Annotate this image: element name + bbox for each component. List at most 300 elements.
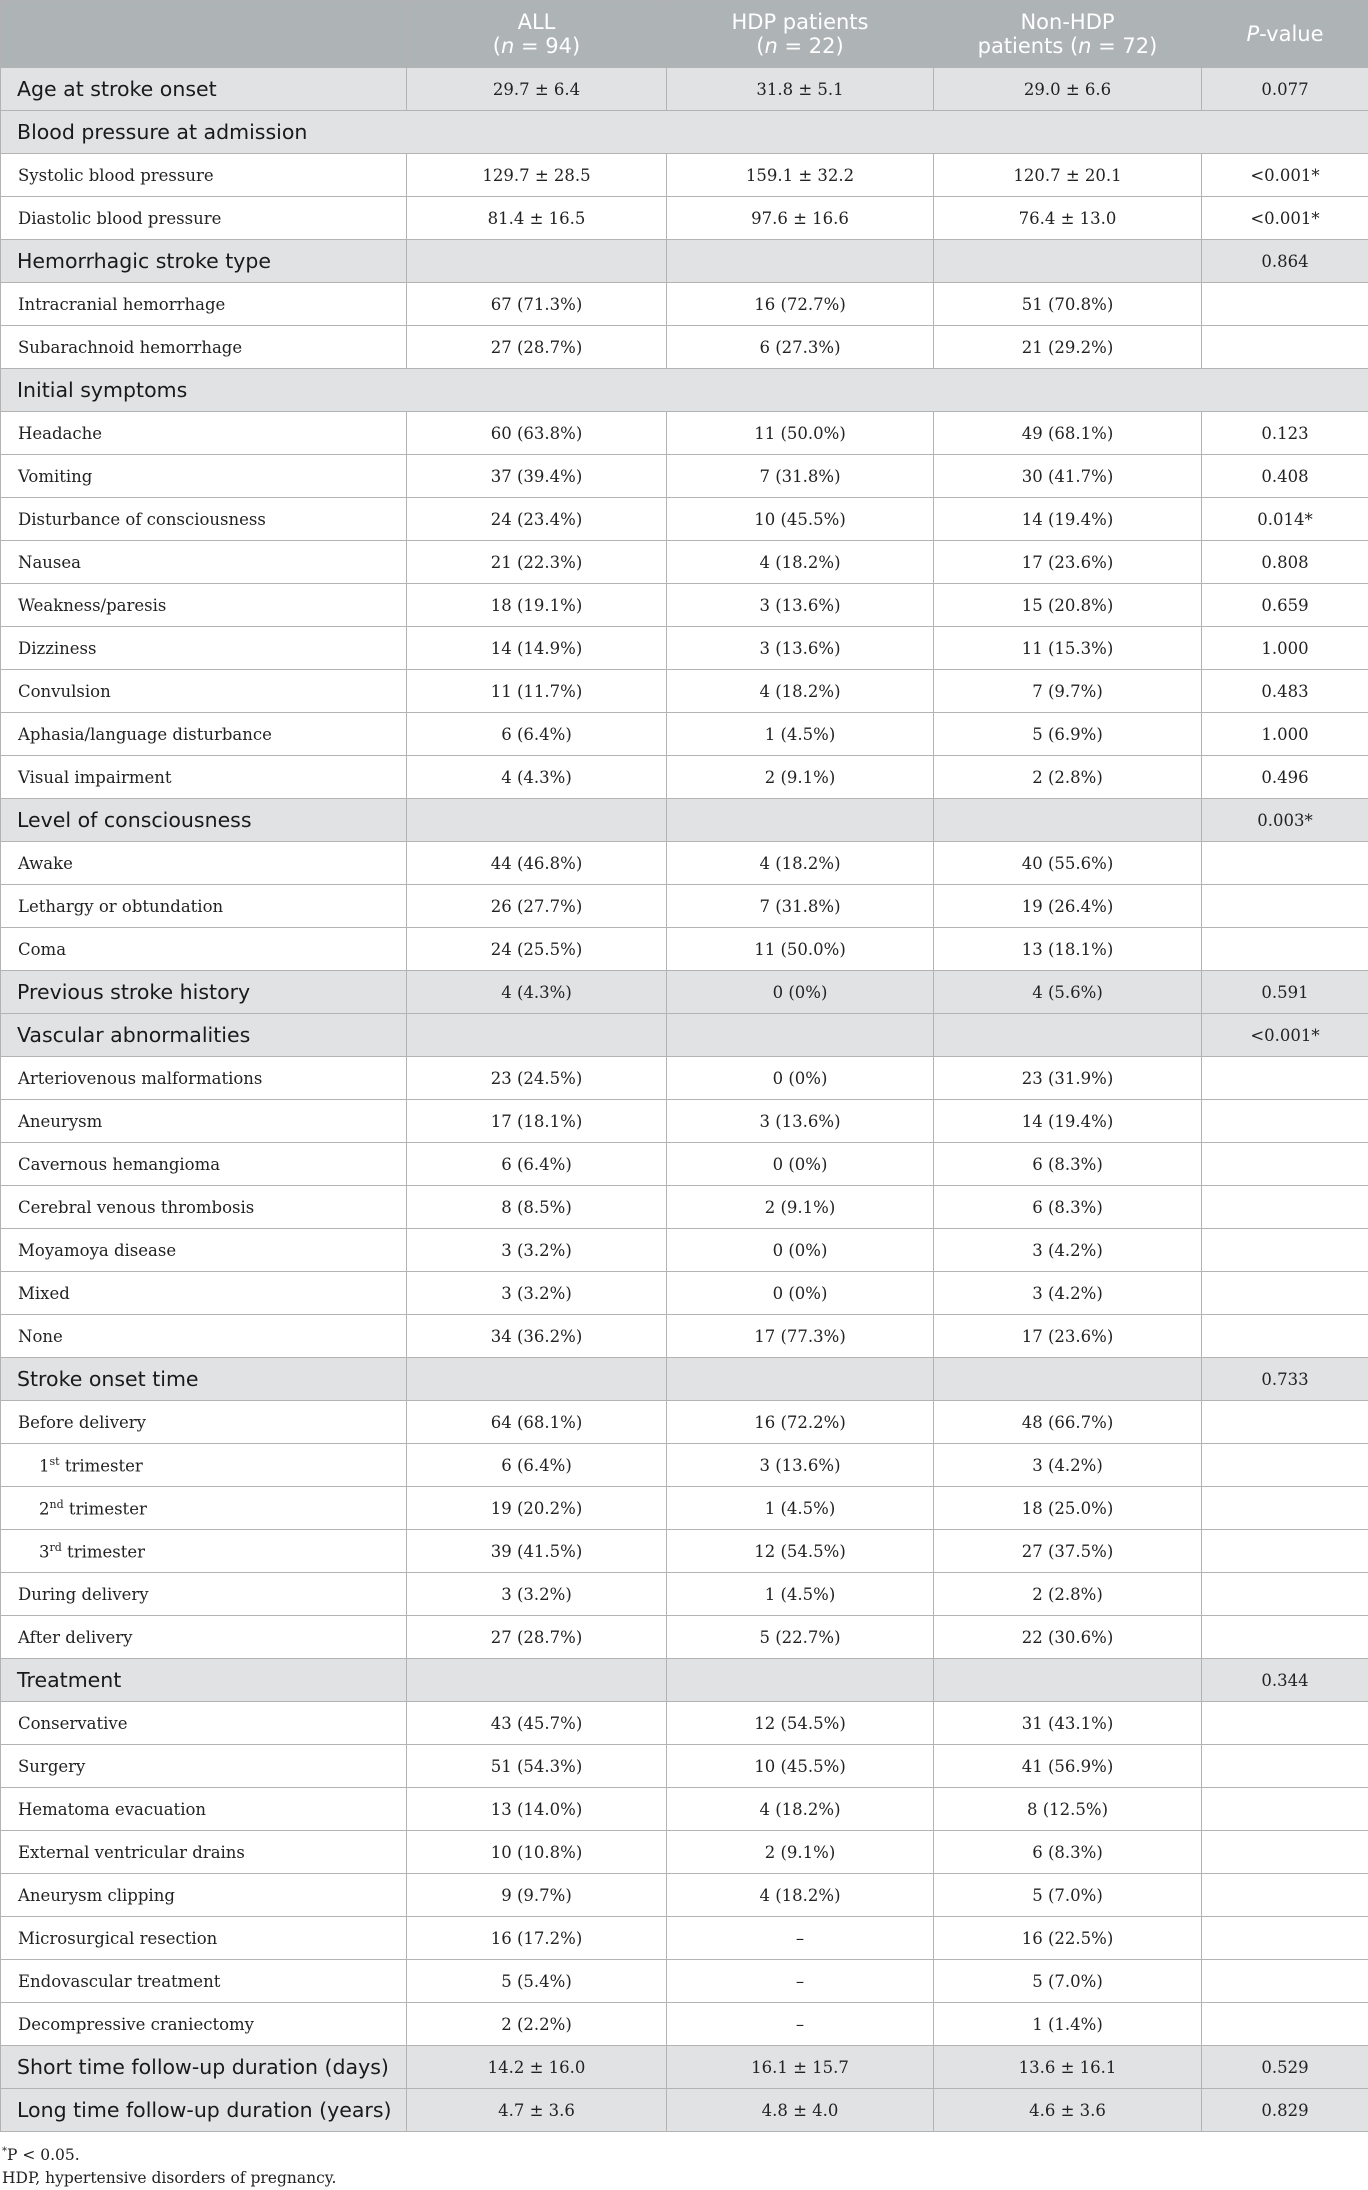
row-label: Aneurysm [1,1100,407,1143]
cell-p-value [1202,283,1368,326]
cell-non-hdp: 8 (12.5%) [934,1788,1202,1831]
cell-all: 129.7 ± 28.5 [407,154,667,197]
table-row [1,283,1368,326]
table-row [1,713,1368,756]
cell-p-value [1202,1444,1368,1487]
cell-hdp: 17 (77.3%) [667,1315,934,1358]
row-label: Stroke onset time [1,1358,407,1401]
table-body [1,68,1368,2132]
row-label: Headache [1,412,407,455]
cell-p-value: <0.001* [1202,1014,1368,1057]
cell-p-value: 0.483 [1202,670,1368,713]
cell-non-hdp: 6 (8.3%) [934,1143,1202,1186]
cell-non-hdp: 30 (41.7%) [934,455,1202,498]
cell-non-hdp: 19 (26.4%) [934,885,1202,928]
cell-hdp: 10 (45.5%) [667,1745,934,1788]
cell-non-hdp: 4 (5.6%) [934,971,1202,1014]
cell-all: 18 (19.1%) [407,584,667,627]
header-all-count: = 94) [514,34,580,58]
cell-p-value: 0.408 [1202,455,1368,498]
cell-hdp [667,1014,934,1057]
cell-p-value: 0.808 [1202,541,1368,584]
row-label: External ventricular drains [1,1831,407,1874]
row-label: Diastolic blood pressure [1,197,407,240]
table-row [1,1186,1368,1229]
cell-all: 9 (9.7%) [407,1874,667,1917]
cell-non-hdp: 3 (4.2%) [934,1229,1202,1272]
cell-hdp: 1 (4.5%) [667,1487,934,1530]
footnote-abbreviation: HDP, hypertensive disorders of pregnancy. [2,2167,1362,2190]
cell-hdp: 3 (13.6%) [667,627,934,670]
row-label [1,1530,407,1573]
table-row [1,1788,1368,1831]
table-row [1,1960,1368,2003]
cell-hdp: 0 (0%) [667,1057,934,1100]
cell-non-hdp: 2 (2.8%) [934,1573,1202,1616]
header-hdp-title: HDP patients [732,10,869,34]
cell-non-hdp [934,799,1202,842]
cell-all: 16 (17.2%) [407,1917,667,1960]
row-label: Decompressive craniectomy [1,2003,407,2046]
cell-all: 81.4 ± 16.5 [407,197,667,240]
cell-non-hdp: 14 (19.4%) [934,498,1202,541]
header-non-count: = 72) [1091,34,1157,58]
cell-all [407,1014,667,1057]
cell-hdp: 3 (13.6%) [667,584,934,627]
cell-p-value [1202,1745,1368,1788]
cell-all: 6 (6.4%) [407,713,667,756]
cell-non-hdp: 51 (70.8%) [934,283,1202,326]
cell-p-value [1202,1272,1368,1315]
cell-all [407,1358,667,1401]
cell-non-hdp: 17 (23.6%) [934,1315,1202,1358]
cell-p-value [1202,1530,1368,1573]
cell-all: 29.7 ± 6.4 [407,68,667,111]
footnote-significance [2,2140,1362,2167]
cell-non-hdp: 6 (8.3%) [934,1831,1202,1874]
table-row [1,928,1368,971]
header-all-title: ALL [518,10,556,34]
row-label [1,1487,407,1530]
row-label: Aphasia/language disturbance [1,713,407,756]
cell-hdp [667,240,934,283]
cell-all: 67 (71.3%) [407,283,667,326]
cell-all: 21 (22.3%) [407,541,667,584]
cell-p-value [1202,1960,1368,2003]
cell-hdp: 3 (13.6%) [667,1100,934,1143]
row-label: None [1,1315,407,1358]
cell-p-value [1202,1487,1368,1530]
row-label: Endovascular treatment [1,1960,407,2003]
cell-p-value [1202,1057,1368,1100]
cell-all: 6 (6.4%) [407,1143,667,1186]
cell-non-hdp: 5 (6.9%) [934,713,1202,756]
row-label: Weakness/paresis [1,584,407,627]
table-header [1,1,1368,68]
cell-non-hdp: 5 (7.0%) [934,1874,1202,1917]
cell-all: 43 (45.7%) [407,1702,667,1745]
cell-all: 44 (46.8%) [407,842,667,885]
table-row [1,1444,1368,1487]
cell-p-value: 1.000 [1202,713,1368,756]
header-non-title: Non-HDP [1020,10,1114,34]
row-label-ordinal: rd [50,1541,62,1554]
cell-non-hdp: 5 (7.0%) [934,1960,1202,2003]
row-label: Coma [1,928,407,971]
cell-non-hdp: 4.6 ± 3.6 [934,2089,1202,2132]
cell-non-hdp: 11 (15.3%) [934,627,1202,670]
cell-non-hdp: 27 (37.5%) [934,1530,1202,1573]
table-row [1,412,1368,455]
table-row [1,1401,1368,1444]
row-label-number: 1 [39,1456,50,1475]
cell-p-value [1202,326,1368,369]
header-p-rest: -value [1259,22,1323,46]
cell-p-value: <0.001* [1202,197,1368,240]
row-label-rest: trimester [60,1456,143,1475]
cell-non-hdp: 31 (43.1%) [934,1702,1202,1745]
row-label: Short time follow-up duration (days) [1,2046,407,2089]
cell-p-value: 0.529 [1202,2046,1368,2089]
cell-hdp: 4 (18.2%) [667,842,934,885]
cell-non-hdp: 15 (20.8%) [934,584,1202,627]
cell-all: 4 (4.3%) [407,971,667,1014]
cell-p-value [1202,1573,1368,1616]
cell-hdp: 10 (45.5%) [667,498,934,541]
cell-p-value [1202,1788,1368,1831]
cell-all: 8 (8.5%) [407,1186,667,1229]
table-section-row [1,1014,1368,1057]
row-label: Moyamoya disease [1,1229,407,1272]
table-row [1,1057,1368,1100]
header-p-italic: P [1246,22,1259,46]
row-label: Initial symptoms [1,369,1368,412]
row-label: Intracranial hemorrhage [1,283,407,326]
header-hdp-count: = 22) [778,34,844,58]
cell-p-value: 0.077 [1202,68,1368,111]
cell-p-value: 1.000 [1202,627,1368,670]
cell-non-hdp [934,240,1202,283]
table-row [1,1100,1368,1143]
row-label: Arteriovenous malformations [1,1057,407,1100]
row-label-rest: trimester [62,1542,145,1561]
cell-non-hdp: 16 (22.5%) [934,1917,1202,1960]
row-label: Lethargy or obtundation [1,885,407,928]
cell-p-value: 0.123 [1202,412,1368,455]
cell-p-value: 0.864 [1202,240,1368,283]
table-row [1,455,1368,498]
row-label: During delivery [1,1573,407,1616]
cell-all: 17 (18.1%) [407,1100,667,1143]
cell-hdp: 4 (18.2%) [667,1788,934,1831]
cell-non-hdp: 120.7 ± 20.1 [934,154,1202,197]
cell-all: 10 (10.8%) [407,1831,667,1874]
row-label: Surgery [1,1745,407,1788]
cell-p-value [1202,842,1368,885]
table-row [1,670,1368,713]
cell-hdp: 4.8 ± 4.0 [667,2089,934,2132]
row-label: Treatment [1,1659,407,1702]
cell-non-hdp: 2 (2.8%) [934,756,1202,799]
cell-p-value [1202,1702,1368,1745]
header-all-n: n [501,34,514,58]
cell-all: 14.2 ± 16.0 [407,2046,667,2089]
cell-all: 39 (41.5%) [407,1530,667,1573]
table-row [1,1143,1368,1186]
cell-hdp: 11 (50.0%) [667,928,934,971]
cell-all: 24 (25.5%) [407,928,667,971]
cell-hdp: 12 (54.5%) [667,1702,934,1745]
table-section-row [1,971,1368,1014]
cell-p-value: <0.001* [1202,154,1368,197]
row-label: After delivery [1,1616,407,1659]
cell-hdp: 159.1 ± 32.2 [667,154,934,197]
cell-hdp: 97.6 ± 16.6 [667,197,934,240]
table-row [1,584,1368,627]
header-p-value [1202,1,1368,68]
table-section-row [1,799,1368,842]
row-label-rest: trimester [64,1499,147,1518]
table-row [1,1573,1368,1616]
cell-hdp: 0 (0%) [667,971,934,1014]
table-row [1,1272,1368,1315]
table-row [1,197,1368,240]
cell-p-value: 0.659 [1202,584,1368,627]
table-section-row [1,2089,1368,2132]
table-row [1,1831,1368,1874]
table-row [1,1229,1368,1272]
cell-hdp: 6 (27.3%) [667,326,934,369]
cell-hdp: 16 (72.7%) [667,283,934,326]
cell-non-hdp [934,1014,1202,1057]
cell-all: 4 (4.3%) [407,756,667,799]
cell-all: 24 (23.4%) [407,498,667,541]
cell-p-value: 0.014* [1202,498,1368,541]
cell-p-value [1202,885,1368,928]
row-label: Subarachnoid hemorrhage [1,326,407,369]
row-label-ordinal: st [50,1455,60,1468]
cell-hdp: 16 (72.2%) [667,1401,934,1444]
row-label: Cavernous hemangioma [1,1143,407,1186]
cell-all: 3 (3.2%) [407,1272,667,1315]
cell-hdp: 2 (9.1%) [667,1186,934,1229]
cell-p-value [1202,1100,1368,1143]
cell-non-hdp: 17 (23.6%) [934,541,1202,584]
cell-hdp: 0 (0%) [667,1229,934,1272]
table-row [1,1745,1368,1788]
cell-all: 37 (39.4%) [407,455,667,498]
cell-hdp: – [667,1917,934,1960]
cell-all: 4.7 ± 3.6 [407,2089,667,2132]
row-label-ordinal: nd [50,1498,64,1511]
row-label: Systolic blood pressure [1,154,407,197]
row-label: Age at stroke onset [1,68,407,111]
header-non-sub: patients ( [978,34,1079,58]
row-label: Before delivery [1,1401,407,1444]
cell-hdp: 12 (54.5%) [667,1530,934,1573]
table-row [1,842,1368,885]
header-non-hdp [934,1,1202,68]
cell-p-value [1202,1831,1368,1874]
cell-non-hdp: 13.6 ± 16.1 [934,2046,1202,2089]
cell-hdp [667,799,934,842]
cell-non-hdp: 3 (4.2%) [934,1444,1202,1487]
row-label: Level of consciousness [1,799,407,842]
table-row [1,1315,1368,1358]
footnote-sig-text: P < 0.05. [7,2146,80,2164]
cell-p-value [1202,928,1368,971]
cell-hdp: 4 (18.2%) [667,670,934,713]
cell-hdp: 7 (31.8%) [667,885,934,928]
cell-non-hdp: 29.0 ± 6.6 [934,68,1202,111]
cell-hdp [667,1358,934,1401]
cell-non-hdp: 14 (19.4%) [934,1100,1202,1143]
cell-hdp: 16.1 ± 15.7 [667,2046,934,2089]
cell-hdp: 0 (0%) [667,1272,934,1315]
cell-non-hdp: 40 (55.6%) [934,842,1202,885]
cell-p-value [1202,1229,1368,1272]
cell-hdp: 1 (4.5%) [667,713,934,756]
cell-all: 2 (2.2%) [407,2003,667,2046]
cell-p-value: 0.591 [1202,971,1368,1014]
table-section-row [1,369,1368,412]
cell-hdp: 4 (18.2%) [667,541,934,584]
table-row [1,498,1368,541]
cell-all: 60 (63.8%) [407,412,667,455]
table-row [1,1530,1368,1573]
cell-all: 26 (27.7%) [407,885,667,928]
table-row [1,627,1368,670]
cell-hdp: 2 (9.1%) [667,1831,934,1874]
cell-all: 51 (54.3%) [407,1745,667,1788]
row-label: Previous stroke history [1,971,407,1014]
cell-non-hdp: 48 (66.7%) [934,1401,1202,1444]
row-label: Conservative [1,1702,407,1745]
row-label: Convulsion [1,670,407,713]
table-section-row [1,111,1368,154]
cell-hdp: 5 (22.7%) [667,1616,934,1659]
table-row [1,885,1368,928]
cell-hdp: 0 (0%) [667,1143,934,1186]
header-hdp-n: n [765,34,778,58]
cell-non-hdp: 18 (25.0%) [934,1487,1202,1530]
cell-non-hdp [934,1358,1202,1401]
cell-non-hdp: 6 (8.3%) [934,1186,1202,1229]
cell-p-value [1202,1315,1368,1358]
header-non-n: n [1078,34,1091,58]
cell-all: 23 (24.5%) [407,1057,667,1100]
table-row [1,1487,1368,1530]
table-row [1,756,1368,799]
table-footnotes [2,2140,1362,2190]
row-label: Visual impairment [1,756,407,799]
cell-hdp: 2 (9.1%) [667,756,934,799]
table-section-row [1,240,1368,283]
cell-p-value [1202,1917,1368,1960]
row-label [1,1444,407,1487]
cell-p-value [1202,1401,1368,1444]
cell-all: 13 (14.0%) [407,1788,667,1831]
table-section-row [1,1358,1368,1401]
row-label: Mixed [1,1272,407,1315]
cell-p-value: 0.733 [1202,1358,1368,1401]
cell-p-value [1202,1143,1368,1186]
cell-all: 5 (5.4%) [407,1960,667,2003]
row-label: Aneurysm clipping [1,1874,407,1917]
cell-non-hdp: 23 (31.9%) [934,1057,1202,1100]
cell-all [407,1659,667,1702]
table-row [1,541,1368,584]
row-label: Long time follow-up duration (years) [1,2089,407,2132]
table-row [1,1702,1368,1745]
cell-hdp: – [667,1960,934,2003]
header-hdp: HDP patients (n = 22) [667,1,934,68]
cell-p-value [1202,1616,1368,1659]
row-label: Vascular abnormalities [1,1014,407,1057]
cell-p-value: 0.496 [1202,756,1368,799]
cell-non-hdp: 49 (68.1%) [934,412,1202,455]
cell-hdp [667,1659,934,1702]
row-label: Disturbance of consciousness [1,498,407,541]
cell-all: 27 (28.7%) [407,1616,667,1659]
footnote-sig-mark: * [2,2146,7,2157]
row-label: Hemorrhagic stroke type [1,240,407,283]
table-row [1,1917,1368,1960]
cell-non-hdp: 76.4 ± 13.0 [934,197,1202,240]
row-label: Awake [1,842,407,885]
table-section-row [1,1659,1368,1702]
cell-p-value: 0.344 [1202,1659,1368,1702]
row-label-number: 3 [39,1542,50,1561]
table-row [1,154,1368,197]
cell-p-value [1202,2003,1368,2046]
cell-hdp: 7 (31.8%) [667,455,934,498]
row-label: Nausea [1,541,407,584]
row-label: Microsurgical resection [1,1917,407,1960]
cell-non-hdp: 21 (29.2%) [934,326,1202,369]
cell-non-hdp: 22 (30.6%) [934,1616,1202,1659]
cell-hdp: 3 (13.6%) [667,1444,934,1487]
table-row [1,326,1368,369]
cell-all: 3 (3.2%) [407,1229,667,1272]
cell-all: 64 (68.1%) [407,1401,667,1444]
cell-all: 11 (11.7%) [407,670,667,713]
row-label: Cerebral venous thrombosis [1,1186,407,1229]
cell-non-hdp: 13 (18.1%) [934,928,1202,971]
cell-all: 19 (20.2%) [407,1487,667,1530]
cell-p-value [1202,1186,1368,1229]
cell-all: 27 (28.7%) [407,326,667,369]
cell-hdp: 11 (50.0%) [667,412,934,455]
row-label: Dizziness [1,627,407,670]
cell-all: 14 (14.9%) [407,627,667,670]
cell-hdp: 1 (4.5%) [667,1573,934,1616]
cell-all [407,799,667,842]
cell-p-value [1202,1874,1368,1917]
cell-p-value: 0.003* [1202,799,1368,842]
table-row [1,1874,1368,1917]
row-label: Blood pressure at admission [1,111,1368,154]
cell-non-hdp: 7 (9.7%) [934,670,1202,713]
cell-non-hdp: 41 (56.9%) [934,1745,1202,1788]
table-section-row [1,68,1368,111]
cell-non-hdp: 3 (4.2%) [934,1272,1202,1315]
table-row [1,2003,1368,2046]
row-label: Hematoma evacuation [1,1788,407,1831]
row-label: Vomiting [1,455,407,498]
row-label-number: 2 [39,1499,50,1518]
cell-all: 34 (36.2%) [407,1315,667,1358]
